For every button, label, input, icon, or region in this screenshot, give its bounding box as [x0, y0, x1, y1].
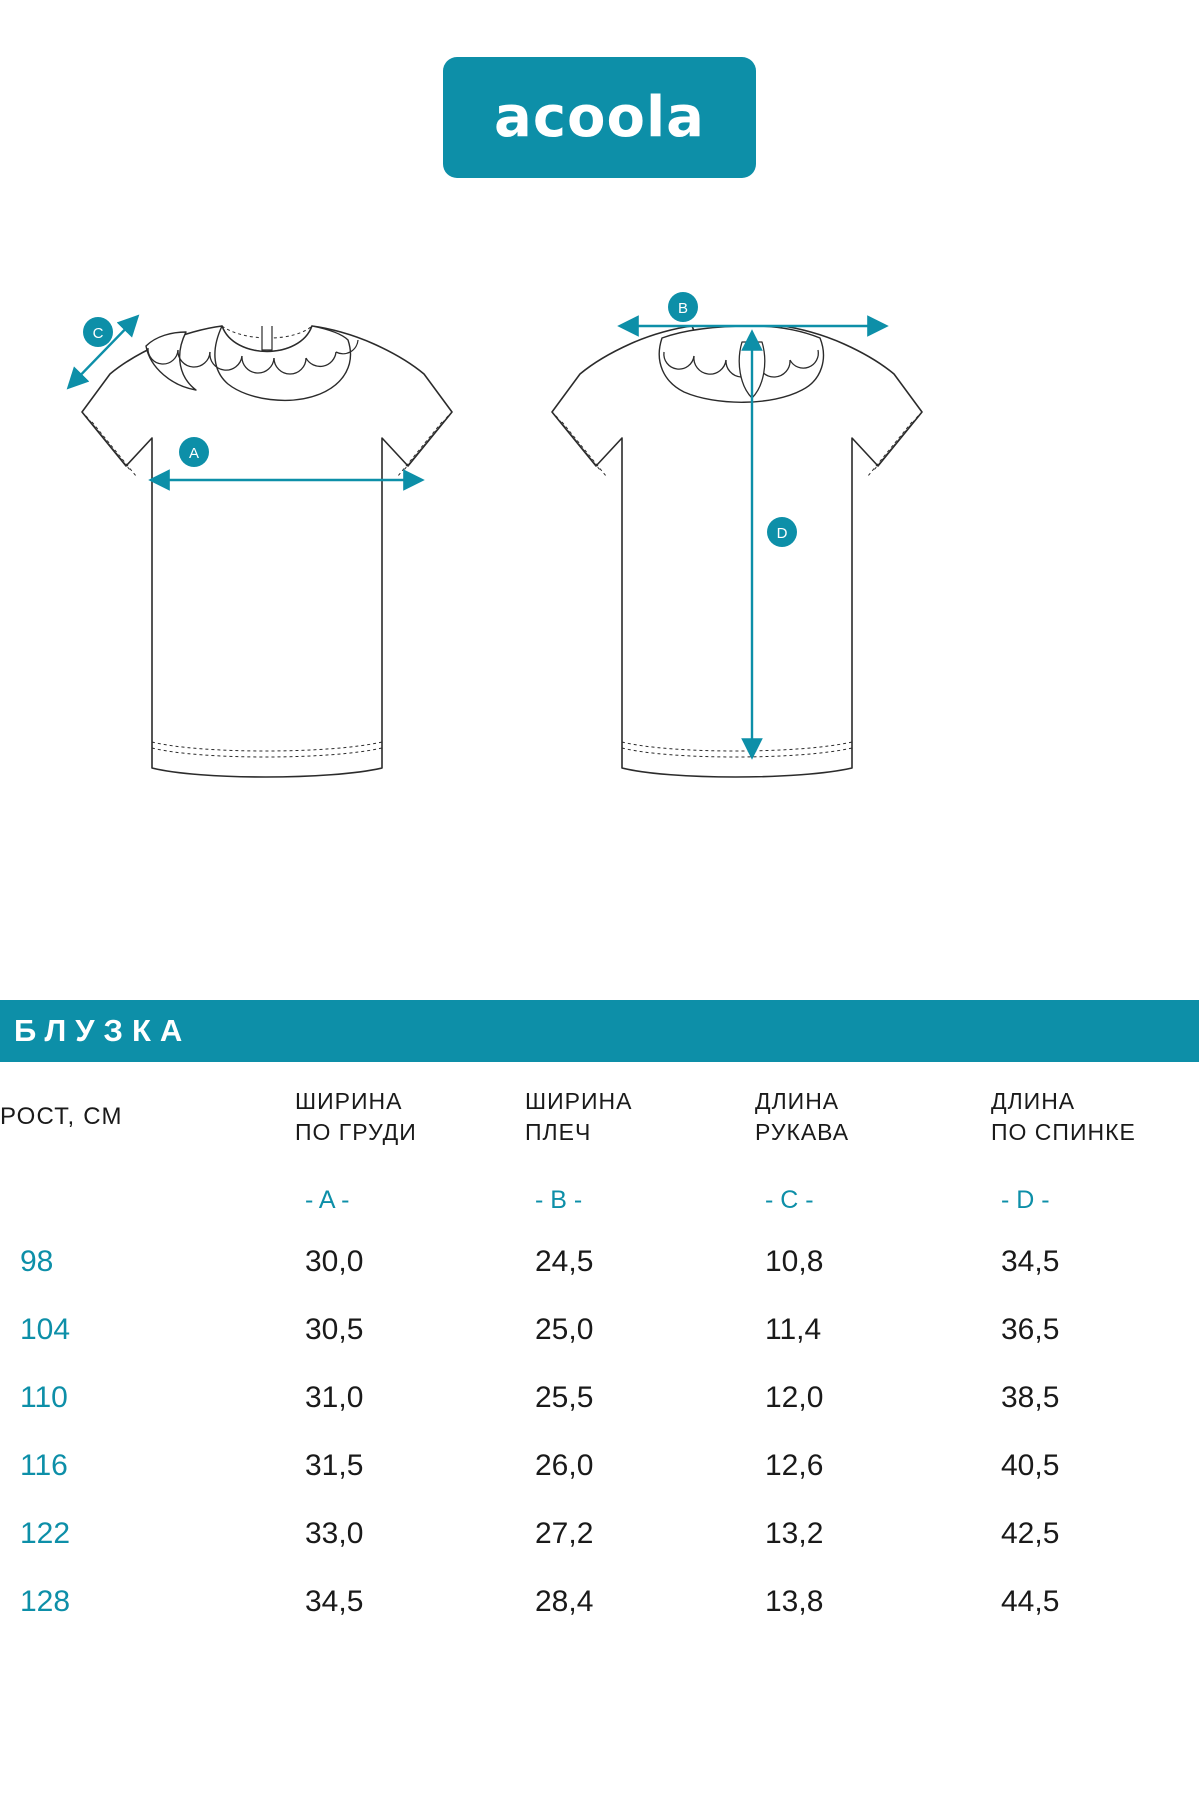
header-sleeve-length-line1: ДЛИНА [755, 1087, 840, 1114]
cell-back-length: 38,5 [1001, 1381, 1060, 1414]
header-shoulder-width-line1: ШИРИНА [525, 1087, 633, 1114]
size-chart-table [0, 1062, 1199, 1636]
table-row [0, 1432, 1199, 1500]
cell-back-length: 36,5 [1001, 1313, 1060, 1346]
marker-b [668, 292, 698, 322]
table-row [0, 1228, 1199, 1296]
brand-logo-container [0, 57, 1199, 178]
table-row [0, 1568, 1199, 1636]
back-view-blouse [552, 326, 922, 777]
header-back-length-line1: ДЛИНА [991, 1087, 1076, 1114]
table-row [0, 1296, 1199, 1364]
garment-diagram [0, 290, 1199, 870]
header-height: РОСТ, СМ [0, 1103, 123, 1130]
cell-size: 98 [20, 1245, 54, 1278]
svg-text:A: A [188, 445, 200, 462]
letter-b: - B - [535, 1185, 583, 1214]
table-letter-row [0, 1172, 1199, 1228]
cell-sleeve-length: 10,8 [765, 1245, 824, 1278]
page-title: БЛУЗКА [14, 1013, 192, 1048]
brand-logo-box [443, 57, 756, 178]
cell-shoulder-width: 24,5 [535, 1245, 594, 1278]
svg-text:C: C [92, 325, 104, 342]
marker-d [767, 517, 797, 547]
letter-d: - D - [1001, 1185, 1050, 1214]
cell-back-length: 44,5 [1001, 1585, 1060, 1618]
header-chest-width [295, 1062, 525, 1172]
marker-c [83, 317, 113, 347]
cell-sleeve-length: 12,6 [765, 1449, 824, 1482]
cell-sleeve-length: 11,4 [765, 1313, 822, 1346]
letter-c: - C - [765, 1185, 814, 1214]
letter-blank [0, 1172, 295, 1228]
svg-text:D: D [776, 525, 788, 542]
header-chest-width-line1: ШИРИНА [295, 1087, 403, 1114]
letter-a: - A - [305, 1185, 350, 1214]
table-header-row [0, 1062, 1199, 1172]
cell-chest-width: 31,5 [305, 1449, 364, 1482]
cell-shoulder-width: 25,5 [535, 1381, 594, 1414]
cell-size: 116 [20, 1449, 68, 1482]
cell-shoulder-width: 28,4 [535, 1585, 594, 1618]
cell-chest-width: 30,0 [305, 1245, 364, 1278]
table-row [0, 1500, 1199, 1568]
front-view-blouse [82, 326, 452, 777]
cell-back-length: 40,5 [1001, 1449, 1060, 1482]
brand-logo-text: acoola [494, 84, 705, 150]
header-chest-width-line2: ПО ГРУДИ [295, 1119, 417, 1145]
cell-size: 104 [20, 1313, 71, 1346]
marker-a [179, 437, 209, 467]
cell-sleeve-length: 12,0 [765, 1381, 824, 1414]
cell-back-length: 34,5 [1001, 1245, 1060, 1278]
header-shoulder-width [525, 1062, 755, 1172]
table-row [0, 1364, 1199, 1432]
cell-size: 128 [20, 1585, 71, 1618]
cell-sleeve-length: 13,8 [765, 1585, 824, 1618]
cell-shoulder-width: 25,0 [535, 1313, 594, 1346]
cell-shoulder-width: 26,0 [535, 1449, 594, 1482]
header-sleeve-length-line2: РУКАВА [755, 1119, 850, 1145]
cell-size: 110 [20, 1381, 68, 1414]
cell-chest-width: 31,0 [305, 1381, 364, 1414]
cell-chest-width: 33,0 [305, 1517, 364, 1550]
header-back-length [991, 1062, 1199, 1172]
cell-size: 122 [20, 1517, 71, 1550]
cell-sleeve-length: 13,2 [765, 1517, 824, 1550]
svg-text:B: B [677, 300, 689, 317]
section-title-bar [0, 1000, 1199, 1062]
header-back-length-line2: ПО СПИНКЕ [991, 1119, 1136, 1145]
cell-chest-width: 30,5 [305, 1313, 364, 1346]
cell-shoulder-width: 27,2 [535, 1517, 594, 1550]
cell-back-length: 42,5 [1001, 1517, 1060, 1550]
header-shoulder-width-line2: ПЛЕЧ [525, 1119, 592, 1145]
cell-chest-width: 34,5 [305, 1585, 364, 1618]
header-sleeve-length [755, 1062, 991, 1172]
